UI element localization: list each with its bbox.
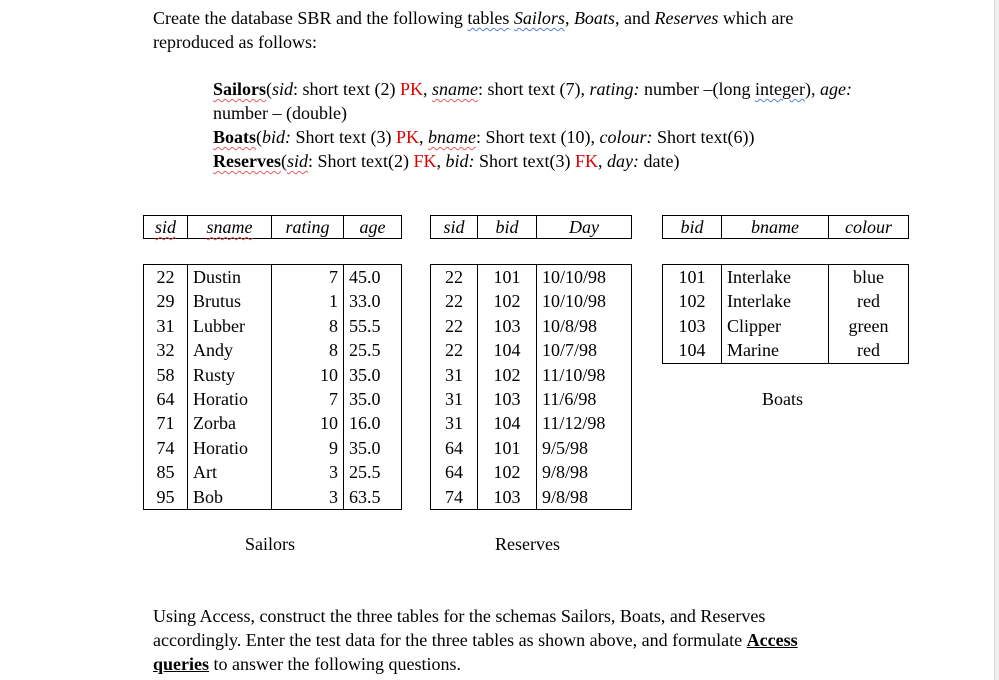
sailors-sname-cell: Brutus [188,289,272,313]
sailors-sname-cell: Bob [188,485,272,510]
reserves-bid-cell: 103 [478,387,537,411]
sailors-rating-cell: 10 [272,411,344,435]
sailors-age-cell: 35.0 [344,387,402,411]
table-row [144,411,402,435]
sailors-sname-cell: Rusty [188,363,272,387]
boats-bname-cell: Interlake [722,265,829,290]
reserves-bid-cell: 102 [478,460,537,484]
sailors-sid-cell: 58 [144,363,188,387]
sailors-sname-cell: Art [188,460,272,484]
schema-bid-type: Short text (3) [291,127,397,147]
reserves-day-cell: 9/5/98 [537,436,632,460]
reserves-day-cell: 10/10/98 [537,265,632,290]
reserves-bid-cell: 104 [478,411,537,435]
sailors-rating-cell: 1 [272,289,344,313]
sailors-age-cell: 16.0 [344,411,402,435]
boats-bid-cell: 103 [663,314,722,338]
sailors-sid-cell: 95 [144,485,188,510]
sailors-sid-cell: 22 [144,265,188,290]
sailors-age-cell: 63.5 [344,485,402,510]
schema-rbid: bid: [445,151,475,171]
schema-sailors-name: Sailors [213,79,267,99]
schema-block [213,77,853,173]
sailors-age-cell: 55.5 [344,314,402,338]
reserves-sid-cell: 74 [431,485,478,510]
table-row [431,363,632,387]
intro-reserves: Reserves [654,8,719,28]
table-row [663,265,909,290]
schema-fk-label: FK [575,151,599,171]
schema-fk-label: FK [413,151,437,171]
sailors-sname-cell: Andy [188,338,272,362]
table-row [663,314,909,338]
boats-header-table [662,215,909,239]
table-row [144,338,402,362]
table-row [431,314,632,338]
sailors-sid-cell: 71 [144,411,188,435]
table-row [431,265,632,290]
schema-paren: ( [256,127,263,147]
table-row [663,289,909,313]
schema-reserves-name: Reserves [213,151,281,171]
schema-bname: bname [428,127,477,147]
boats-bid-cell: 101 [663,265,722,290]
boats-bid-cell: 102 [663,289,722,313]
reserves-header-row [431,216,632,239]
table-row [431,411,632,435]
table-row [431,289,632,313]
sailors-sid-cell: 31 [144,314,188,338]
reserves-bid-cell: 101 [478,436,537,460]
sailors-sid-cell: 85 [144,460,188,484]
schema-paren: ( [266,79,273,99]
schema-rsid: sid [286,151,308,171]
reserves-sid-cell: 22 [431,314,478,338]
reserves-bid-cell: 101 [478,265,537,290]
reserves-sid-cell: 22 [431,265,478,290]
table-row [144,460,402,484]
vertical-scrollbar[interactable] [994,0,999,680]
intro-comma: , [564,8,574,28]
schema-colour: colour: [599,127,653,147]
reserves-day-cell: 10/10/98 [537,289,632,313]
schema-comma: , [598,151,608,171]
schema-boats-name: Boats [213,127,257,147]
sailors-sname-cell: Zorba [188,411,272,435]
intro-tail: which are reproduced as follows: [153,8,794,52]
boats-colour-cell: red [829,289,909,313]
header-text: sid [154,217,176,237]
sailors-age-cell: 35.0 [344,363,402,387]
sailors-rating-cell: 9 [272,436,344,460]
sailors-header-sname [188,216,272,239]
table-row [431,338,632,362]
reserves-sid-cell: 31 [431,411,478,435]
sailors-rating-cell: 10 [272,363,344,387]
sailors-table [143,264,402,510]
schema-bname-type: : Short text (10), [476,127,600,147]
reserves-day-cell: 9/8/98 [537,460,632,484]
sailors-sid-cell: 32 [144,338,188,362]
sailors-rating-cell: 3 [272,485,344,510]
reserves-header-table [430,215,632,239]
schema-rbid-type: Short text(3) [474,151,575,171]
boats-header-bid: bid [663,216,722,239]
reserves-day-cell: 11/6/98 [537,387,632,411]
sailors-sid-cell: 74 [144,436,188,460]
table-row [144,436,402,460]
sailors-header-rating: rating [272,216,344,239]
sailors-rating-cell: 8 [272,314,344,338]
schema-pk-label: PK [396,127,420,147]
schema-rating: rating: [589,79,640,99]
sailors-sname-cell: Horatio [188,436,272,460]
boats-bname-cell: Clipper [722,314,829,338]
sailors-rating-cell: 3 [272,460,344,484]
reserves-bid-cell: 103 [478,314,537,338]
boats-table [662,264,909,364]
sailors-sid-cell: 64 [144,387,188,411]
sailors-rating-cell: 7 [272,387,344,411]
sailors-age-cell: 25.5 [344,460,402,484]
boats-colour-cell: green [829,314,909,338]
boats-bid-cell: 104 [663,338,722,363]
boats-header-bname: bname [722,216,829,239]
table-row [431,387,632,411]
access-queries-text: Access queries [153,630,798,674]
schema-pk-label: PK [400,79,424,99]
reserves-sid-cell: 31 [431,387,478,411]
sailors-caption: Sailors [245,534,296,554]
schema-colour-type: Short text(6)) [652,127,755,147]
table-row [144,289,402,313]
sailors-age-cell: 33.0 [344,289,402,313]
intro-text: Create the database SBR and the following [153,8,468,28]
boats-colour-cell: blue [829,265,909,290]
schema-boats [213,125,853,149]
schema-comma: , [419,127,429,147]
sailors-rating-cell: 7 [272,265,344,290]
schema-sid: sid [272,79,294,99]
boats-header-colour: colour [829,216,909,239]
boats-bname-cell: Marine [722,338,829,363]
schema-comma: , [423,79,433,99]
schema-close: ), [805,79,820,99]
schema-day: day: [607,151,639,171]
reserves-day-cell: 11/12/98 [537,411,632,435]
schema-day-type: date) [639,151,680,171]
intro-boats: Boats [573,8,615,28]
intro-sailors: Sailors [513,8,565,28]
reserves-bid-cell: 104 [478,338,537,362]
table-row [144,363,402,387]
reserves-table [430,264,632,510]
schema-sailors [213,77,853,125]
instructions-text: Using Access, construct the three tables for the schemas Sailors, Boats, and Reserves accordingly. Enter the test data for the three tables as shown above, and formulate [153,606,766,650]
reserves-day-cell: 10/7/98 [537,338,632,362]
reserves-day-cell: 9/8/98 [537,485,632,510]
table-row [144,314,402,338]
schema-age: age: [820,79,852,99]
sailors-header-age: age [344,216,402,239]
table-row [431,460,632,484]
boats-header-row [663,216,909,239]
intro-and: , and [614,8,655,28]
sailors-age-cell: 45.0 [344,265,402,290]
reserves-bid-cell: 102 [478,363,537,387]
reserves-day-cell: 10/8/98 [537,314,632,338]
header-text: sname [206,217,253,237]
schema-sname: sname [432,79,479,99]
reserves-header-day: Day [537,216,632,239]
schema-comma: , [436,151,446,171]
table-row [144,387,402,411]
boats-caption: Boats [762,389,804,409]
sailors-header-table [143,215,402,239]
intro-paragraph [153,6,873,54]
sailors-header-row [144,216,402,239]
table-row [431,485,632,510]
instructions-tail: to answer the following questions. [209,654,461,674]
reserves-sid-cell: 64 [431,460,478,484]
sailors-age-cell: 25.5 [344,338,402,362]
schema-age-type: number – (double) [213,103,347,123]
table-row [144,265,402,290]
sailors-sname-cell: Dustin [188,265,272,290]
table-row [144,485,402,510]
schema-paren: ( [280,151,287,171]
instructions-paragraph [153,604,853,676]
table-row [663,338,909,363]
sailors-rating-cell: 8 [272,338,344,362]
reserves-sid-cell: 22 [431,289,478,313]
sailors-header-sid [144,216,188,239]
sailors-sname-cell: Horatio [188,387,272,411]
reserves-sid-cell: 64 [431,436,478,460]
intro-tables-word: tables [467,8,510,28]
reserves-caption: Reserves [495,534,560,554]
schema-integer: integer [755,79,805,99]
boats-colour-cell: red [829,338,909,363]
reserves-sid-cell: 31 [431,363,478,387]
schema-rating-type: number –(long [639,79,756,99]
reserves-header-bid: bid [478,216,537,239]
reserves-bid-cell: 102 [478,289,537,313]
reserves-header-sid: sid [431,216,478,239]
sailors-sid-cell: 29 [144,289,188,313]
reserves-day-cell: 11/10/98 [537,363,632,387]
schema-bid: bid: [262,127,292,147]
reserves-bid-cell: 103 [478,485,537,510]
schema-sid-type: : short text (2) [293,79,401,99]
sailors-sname-cell: Lubber [188,314,272,338]
boats-bname-cell: Interlake [722,289,829,313]
reserves-sid-cell: 22 [431,338,478,362]
table-row [431,436,632,460]
schema-rsid-type: : Short text(2) [307,151,414,171]
sailors-age-cell: 35.0 [344,436,402,460]
schema-sname-type: : short text (7), [478,79,590,99]
schema-reserves [213,149,853,173]
